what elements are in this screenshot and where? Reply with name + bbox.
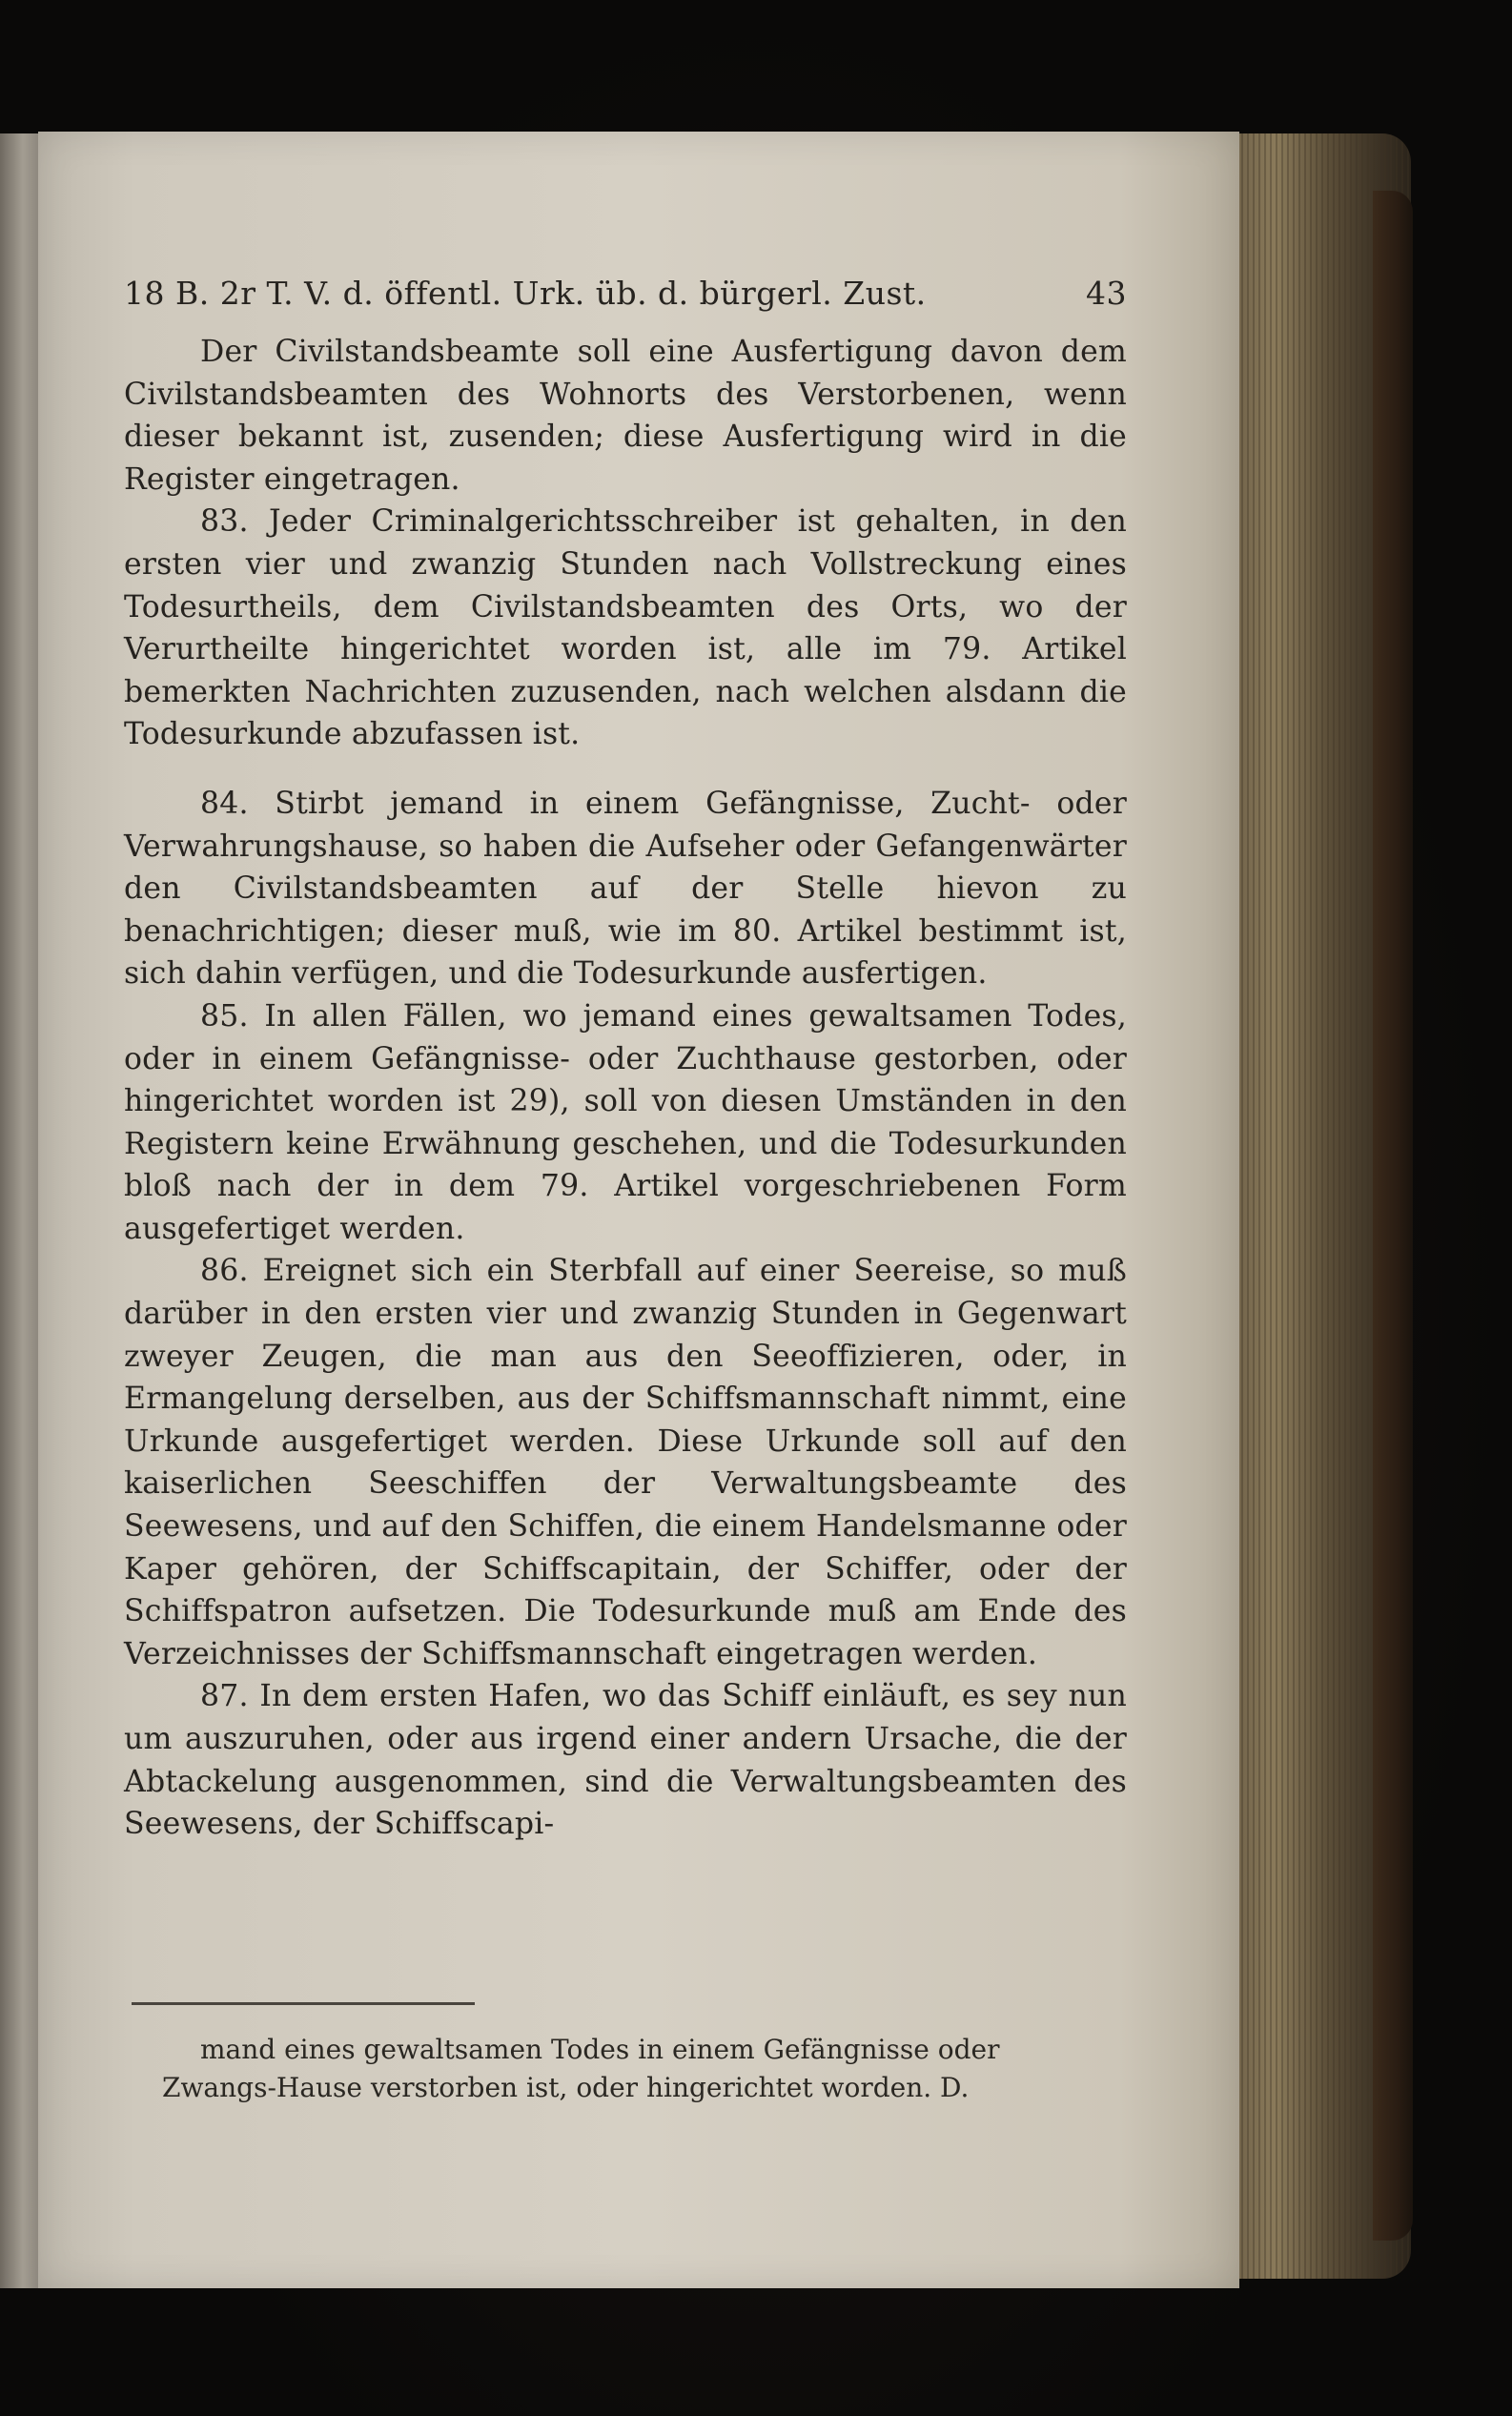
running-head-title: 18 B. 2r T. V. d. öffentl. Urk. üb. d. bürgerl. Zust. (124, 275, 927, 312)
page-number: 43 (1086, 275, 1127, 312)
paragraph-article-84: 84. Stirbt jemand in einem Gefängnisse, Zucht- oder Verwahrungshause, so haben die Aufseher oder Gefangenwärter den Civilstandsbeamten auf der Stelle hievon zu benachrichtigen; dieser muß, wie im 80. Artikel bestimmt ist, sich dahin verfügen, und die Todesurkunde ausfertigen. (124, 786, 1127, 992)
book-page (38, 132, 1239, 2288)
footnote (162, 2031, 1096, 2107)
footnote-rule (132, 2002, 475, 2005)
paragraph-article-85: 85. In allen Fällen, wo jemand eines gewaltsamen Todes, oder in einem Gefängnisse- oder Zuchthause gestorben, oder hingerichtet worden ist 29), soll von diesen Umständen in den Registern keine Erwähnung geschehen, und die Todesurkunden bloß nach der in dem 79. Artikel vorgeschriebenen Form ausgefertiget werden. (124, 998, 1127, 1246)
paragraph-article-87: 87. In dem ersten Hafen, wo das Schiff einläuft, es sey nun um auszuruhen, oder aus irgend einer andern Ursache, die der Abtackelung ausgenommen, sind die Verwaltungsbeamten des Seewesens, der Schiffscapi- (124, 1679, 1127, 1842)
page-content (124, 275, 1127, 1846)
paragraph-article-83: 83. Jeder Criminalgerichtsschreiber ist gehalten, in den ersten vier und zwanzig Stunden nach Vollstreckung eines Todesurtheils, dem Civilstandsbeamten des Orts, wo der Verurtheilte hingerichtet worden ist, alle im 79. Artikel bemerkten Nachrichten zuzusenden, nach welchen alsdann die Todesurkunde abzufassen ist. (124, 504, 1127, 752)
running-head (124, 275, 1127, 312)
book-cover-edge (1373, 191, 1413, 2241)
paragraph-article-86: 86. Ereignet sich ein Sterbfall auf einer Seereise, so muß darüber in den ersten vier und zwanzig Stunden in Gegenwart zweyer Zeugen, die man aus den Seeoffizieren, oder, in Ermangelung derselben, aus der Schiffsmannschaft nimmt, eine Urkunde ausgefertiget werden. Diese Urkunde soll auf den kaiserlichen Seeschiffen der Verwaltungsbeamte des Seewesens, und auf den Schiffen, die einem Handelsmanne oder Kaper gehören, der Schiffscapitain, der Schiffer, oder der Schiffspatron aufsetzen. Die Todesurkunde muß am Ende des Verzeichnisses der Schiffsmannschaft eingetragen werden. (124, 1254, 1127, 1671)
footnote-text: mand eines gewaltsamen Todes in einem Gefängnisse oder Zwangs-Hause verstorben ist, oder hingerichtet worden. D. (162, 2034, 1000, 2103)
adjacent-page-edge (0, 133, 38, 2288)
body-text (124, 331, 1127, 1846)
paragraph-continuation: Der Civilstandsbeamte soll eine Ausfertigung davon dem Civilstandsbeamten des Wohnorts des Verstorbenen, wenn dieser bekannt ist, zusenden; diese Ausfertigung wird in die Register eingetragen. (124, 335, 1127, 497)
